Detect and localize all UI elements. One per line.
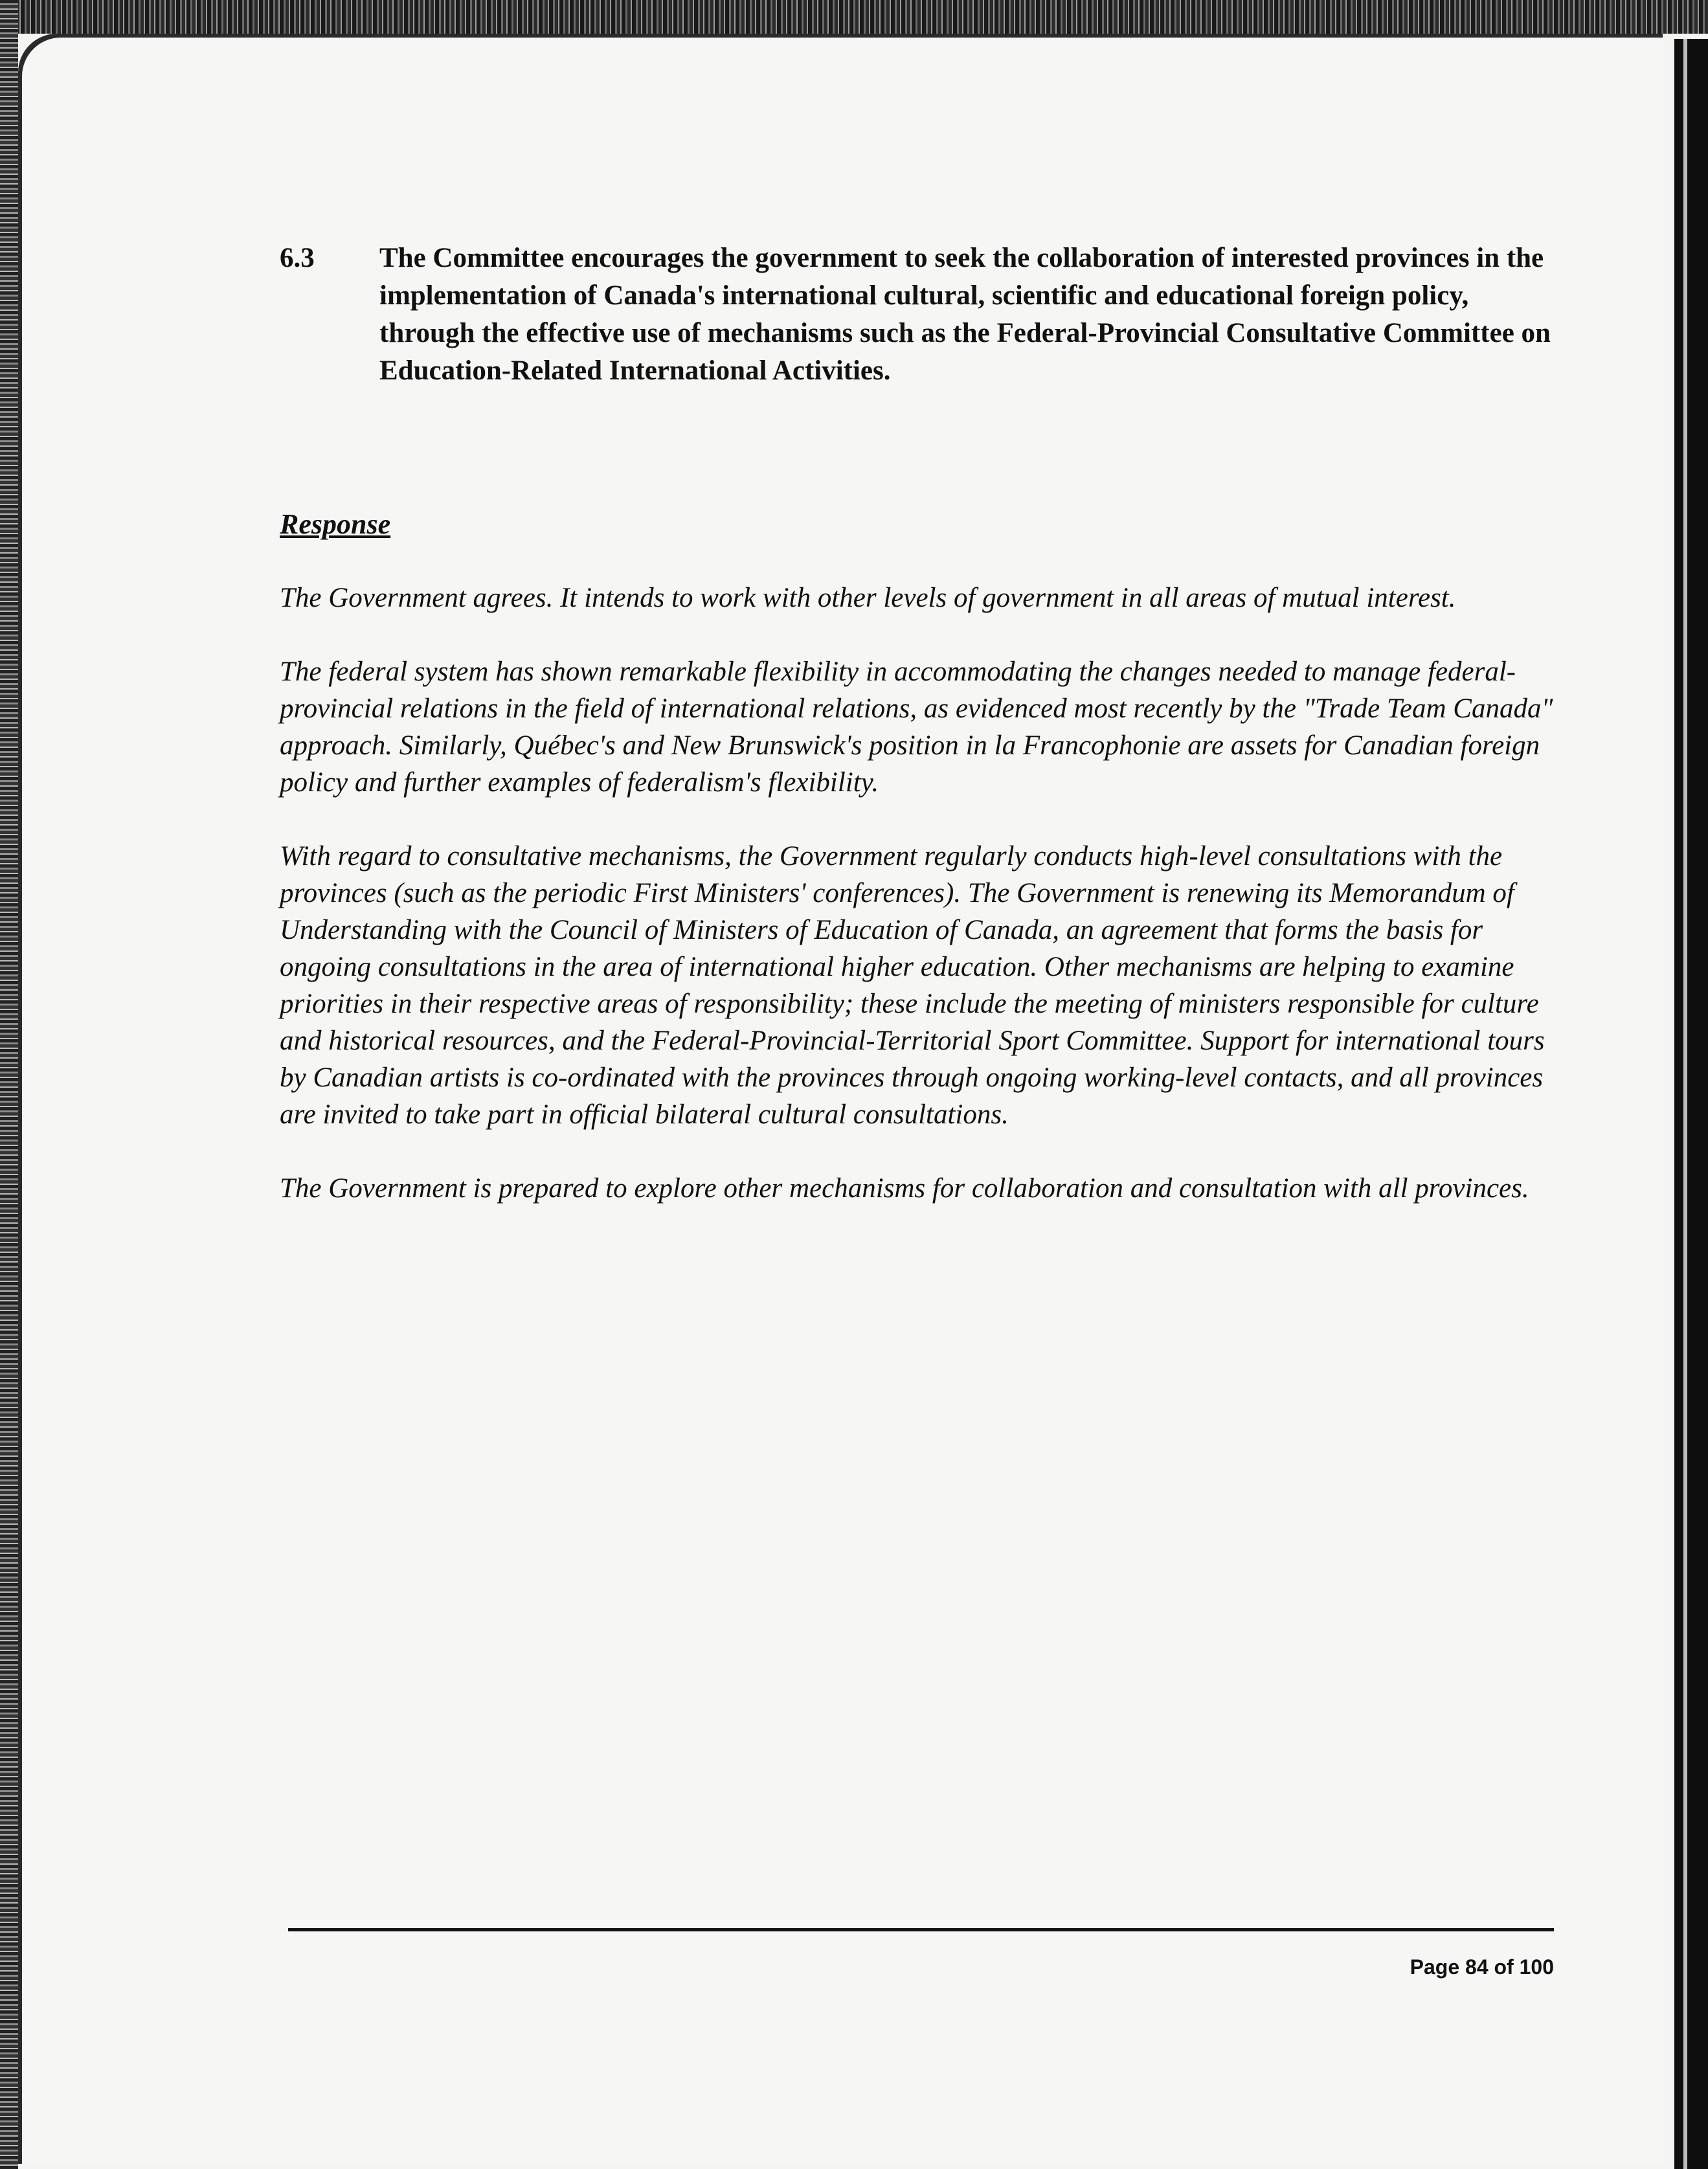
scan-border-left (0, 0, 18, 2169)
recommendation-block (280, 240, 1562, 390)
response-paragraph: The Government agrees. It intends to work with other levels of government in all areas of mutual interest. (280, 583, 1456, 613)
scan-border-right (1674, 39, 1708, 2169)
response-heading: Response (280, 508, 391, 540)
recommendation-text: The Committee encourages the government to seek the collaboration of interested provinces in the implementation of Canada's international cultural, scientific and educational foreign policy, through the effective use of mechanisms such as the Federal-Provincial Consultative Committee on Education-Related International Activities. (379, 243, 1551, 386)
response-body (280, 579, 1562, 1244)
response-paragraph: With regard to consultative mechanisms, the Government regularly conducts high-level consultations with the provinces (such as the periodic First Ministers' conferences). The Government is renewing its Memorandum of Understanding with the Council of Ministers of Education of Canada, an agreement that forms the basis for ongoing consultations in the area of international higher education. Other mechanisms are helping to examine priorities in their respective areas of responsibility; these include the meeting of ministers responsible for culture and historical resources, and the Federal-Provincial-Territorial Sport Committee. Support for international tours by Canadian artists is co-ordinated with the provinces through ongoing working-level contacts, and all provinces are invited to take part in official bilateral cultural consultations. (280, 841, 1545, 1130)
response-paragraph: The Government is prepared to explore other mechanisms for collaboration and consultation with all provinces. (280, 1173, 1529, 1204)
recommendation-number: 6.3 (280, 243, 315, 273)
footer-divider (288, 1928, 1554, 1931)
response-paragraph: The federal system has shown remarkable flexibility in accommodating the changes needed to manage federal-provincial relations in the field of international relations, as evidenced most recently by the "Trade Team Canada" approach. Similarly, Québec's and New Brunswick's position in la Francophonie are assets for Canadian foreign policy and further examples of federalism's flexibility. (280, 657, 1553, 798)
page-number: Page 84 of 100 (1410, 1955, 1554, 1979)
scan-border-top (0, 0, 1708, 34)
